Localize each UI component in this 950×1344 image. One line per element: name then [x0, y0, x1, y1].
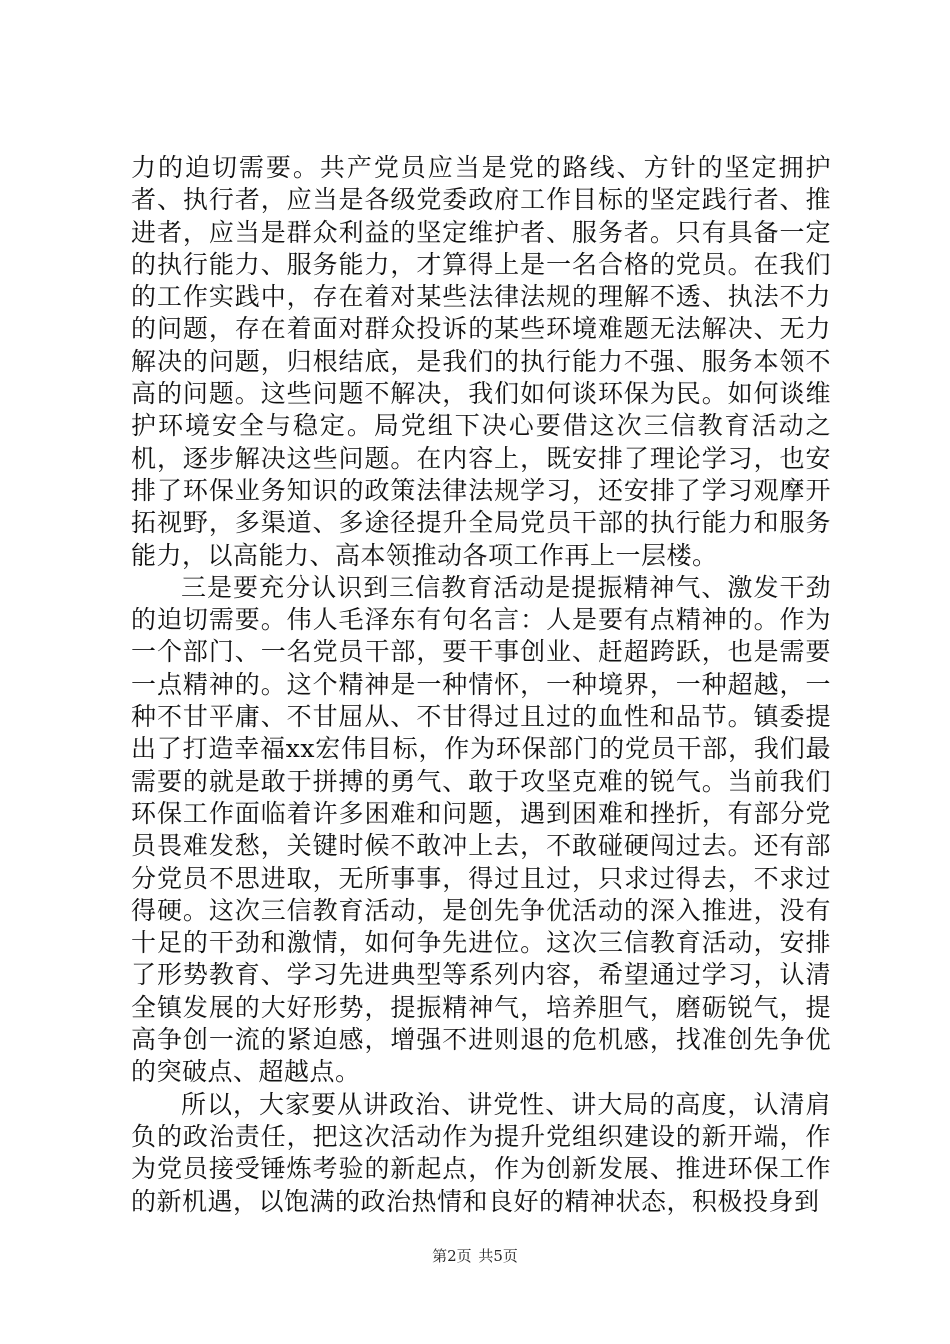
paragraph-2: 三是要充分认识到三信教育活动是提振精神气、激发干劲的迫切需要。伟人毛泽东有句名言：人是要有点精神的。作为一个部门、一名党员干部，要干事创业、赶超跨跃，也是需要一点精神的。这个精神是一种情怀，一种境界，一种超越，一种不甘平庸、不甘屈从、不甘得过且过的血性和品节。镇委提出了打造幸福xx宏伟目标，作为环保部门的党员干部，我们最需要的就是敢于拼搏的勇气、敢于攻坚克难的锐气。当前我们环保工作面临着许多困难和问题，遇到困难和挫折，有部分党员畏难发愁，关键时候不敢冲上去，不敢碰硬闯过去。还有部分党员不思进取，无所事事，得过且过，只求过得去，不求过得硬。这次三信教育活动，是创先争优活动的深入推进，没有十足的干劲和激情，如何争先进位。这次三信教育活动，安排了形势教育、学习先进典型等系列内容，希望通过学习，认清全镇发展的大好形势，提振精神气，培养胆气，磨砺锐气，提高争创一流的紧迫感，增强不进则退的危机感，找准创先争优的突破点、超越点。: [131, 572, 831, 1087]
paragraph-3: 所以，大家要从讲政治、讲党性、讲大局的高度，认清肩负的政治责任，把这次活动作为提升党组织建设的新开端，作为党员接受锤炼考验的新起点，作为创新发展、推进环保工作的新机遇，以饱满的政治热情和良好的精神状态，积极投身到: [131, 1089, 831, 1216]
document-body: [131, 152, 831, 1218]
page-number-label: 第2页 共5页: [432, 1247, 518, 1265]
paragraph-1: 力的迫切需要。共产党员应当是党的路线、方针的坚定拥护者、执行者，应当是各级党委政府工作目标的坚定践行者、推进者，应当是群众利益的坚定维护者、服务者。只有具备一定的执行能力、服务能力，才算得上是一名合格的党员。在我们的工作实践中，存在着对某些法律法规的理解不透、执法不力的问题，存在着面对群众投诉的某些环境难题无法解决、无力解决的问题，归根结底，是我们的执行能力不强、服务本领不高的问题。这些问题不解决，我们如何谈环保为民。如何谈维护环境安全与稳定。局党组下决心要借这次三信教育活动之机，逐步解决这些问题。在内容上，既安排了理论学习，也安排了环保业务知识的政策法律法规学习，还安排了学习观摩开拓视野，多渠道、多途径提升全局党员干部的执行能力和服务能力，以高能力、高本领推动各项工作再上一层楼。: [131, 153, 831, 570]
page-footer: [0, 1245, 950, 1266]
